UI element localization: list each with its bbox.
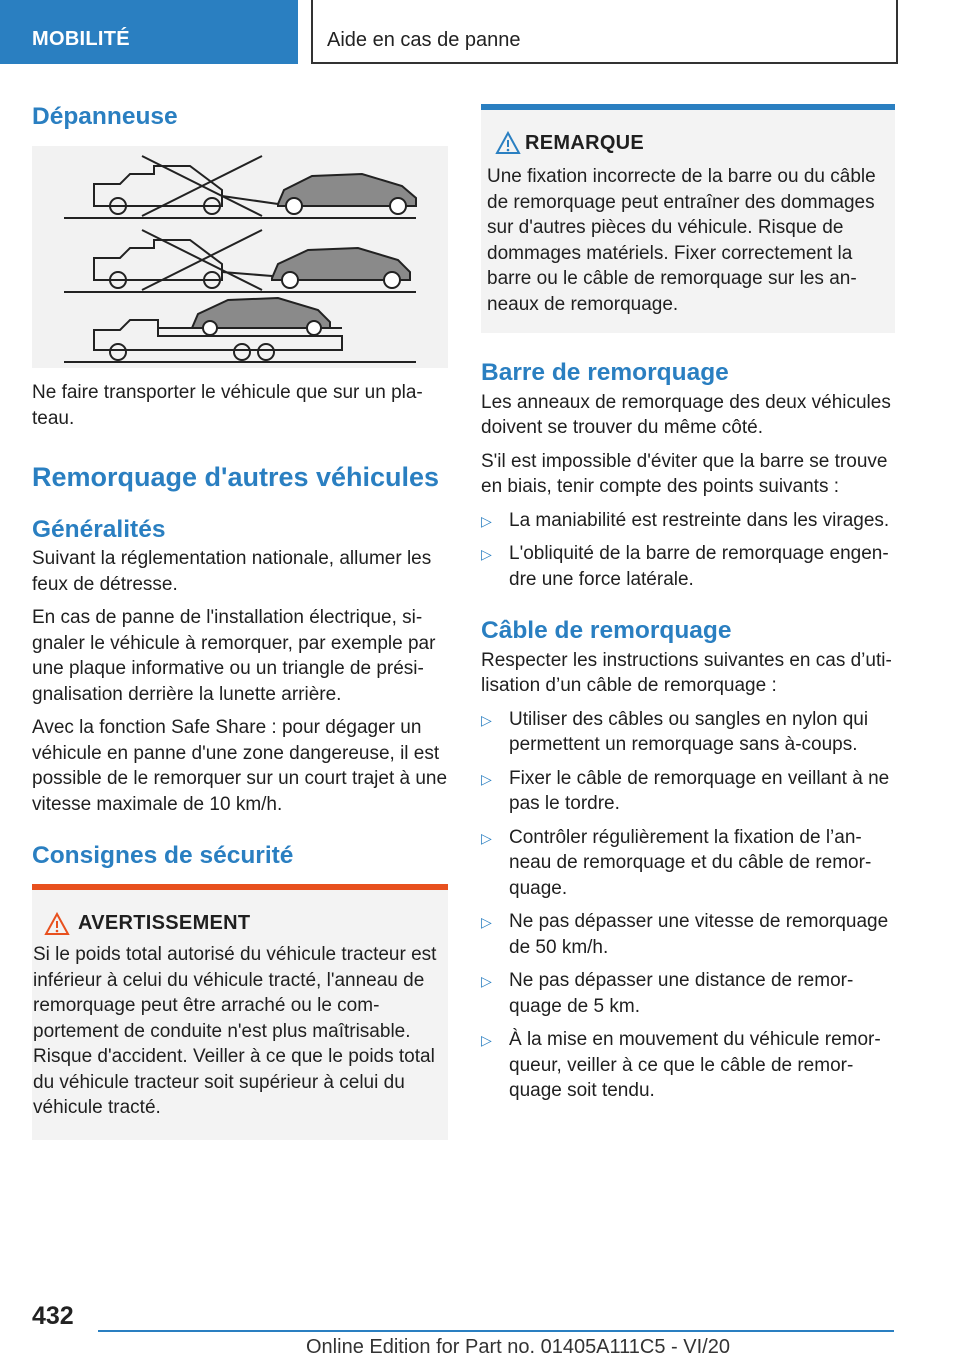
right-column-text bbox=[481, 360, 895, 1112]
list-item bbox=[481, 1027, 895, 1104]
consignes-heading: Consignes de sécurité bbox=[32, 842, 294, 869]
footer-rule bbox=[98, 1330, 894, 1332]
list-item-text: L'obliquité de la barre de remorquage engen-dre une force latérale. bbox=[509, 543, 889, 590]
list-item bbox=[481, 508, 895, 534]
note-bar bbox=[481, 104, 895, 110]
edition-footer: Online Edition for Part no. 01405A111C5 - VI/20 bbox=[306, 1336, 730, 1358]
note-text: Une fixation incorrecte de la barre ou du câble de remorquage peut entraîner des dommages sur d'autres pièces du véhicule. Risque de dommages matériels. Fixer correctement la barre ou le câble de remorquage sur les an-neaux de remorquage. bbox=[487, 166, 876, 315]
note-title: REMARQUE bbox=[525, 132, 645, 154]
list-item-text: Ne pas dépasser une distance de remor-quage de 5 km. bbox=[509, 970, 854, 1017]
bullet-triangle-icon: ▷ bbox=[481, 770, 492, 787]
header-chapter-label: Aide en cas de panne bbox=[327, 29, 521, 51]
bullet-triangle-icon: ▷ bbox=[481, 973, 492, 989]
list-item bbox=[481, 909, 895, 960]
cable-heading: Câble de remorquage bbox=[481, 617, 732, 644]
list-item bbox=[481, 541, 895, 592]
barre-paragraph-2: S'il est impossible d'éviter que la barre se trouve en biais, tenir compte des points suivants : bbox=[481, 450, 888, 497]
warning-title: AVERTISSEMENT bbox=[78, 912, 251, 934]
list-item bbox=[481, 825, 895, 902]
list-item-text: Contrôler régulièrement la fixation de l’an-neau de remorquage et du câble de remor-quage. bbox=[509, 826, 872, 899]
bullet-triangle-icon: ▷ bbox=[481, 914, 492, 930]
left-heading-block bbox=[32, 104, 448, 130]
list-item-text: La maniabilité est restreinte dans les virages. bbox=[509, 509, 890, 531]
tow-truck-illustration bbox=[32, 146, 448, 368]
warning-bar bbox=[32, 884, 448, 890]
generalites-paragraph-3: Avec la fonction Safe Share : pour dégager un véhicule en panne d'une zone dangereuse, il est possible de le remorquer sur un court trajet à une vitesse maximale de 10 km/h. bbox=[32, 717, 448, 815]
depanneuse-heading: Dépanneuse bbox=[32, 103, 178, 130]
header-section-label: MOBILITÉ bbox=[32, 28, 130, 50]
bullet-triangle-icon: ▷ bbox=[481, 711, 492, 728]
cable-paragraph-1: Respecter les instructions suivantes en cas d’uti-lisation d’un câble de remorquage : bbox=[481, 649, 892, 696]
generalites-paragraph-2: En cas de panne de l'installation électrique, si-gnaler le véhicule à remorquer, par exemple par une plaque informative ou un triangle de prési-gnalisation derrière la lunette arrière. bbox=[32, 607, 436, 705]
warning-box bbox=[32, 884, 448, 1140]
barre-paragraph-1: Les anneaux de remorquage des deux véhicules doivent se trouver du même côté. bbox=[481, 391, 891, 438]
list-item-text: Ne pas dépasser une vitesse de remorquage de 50 km/h. bbox=[509, 911, 889, 958]
list-item bbox=[481, 707, 895, 758]
barre-list bbox=[481, 508, 895, 593]
generalites-paragraph-1: Suivant la réglementation nationale, allumer les feux de détresse. bbox=[32, 548, 432, 595]
barre-heading: Barre de remorquage bbox=[481, 359, 729, 386]
figure-caption: Ne faire transporter le véhicule que sur un pla-teau. bbox=[32, 382, 423, 429]
warning-text: Si le poids total autorisé du véhicule tracteur est inférieur à celui du véhicule tracté, l'anneau de remorquage peut être arraché ou le com-portement de conduite n'est plus maîtrisable. Risque d'accident. Veiller à ce que le poids total du véhicule tracteur soit supérieur à celui du véhicule tracté. bbox=[33, 944, 437, 1118]
note-triangle-icon bbox=[495, 131, 521, 155]
generalites-heading: Généralités bbox=[32, 515, 166, 543]
remorquage-heading: Remorquage d'autres véhicules bbox=[32, 462, 440, 492]
tow-truck-drawing bbox=[32, 146, 448, 368]
bullet-triangle-icon: ▷ bbox=[481, 546, 492, 562]
list-item-text: Utiliser des câbles ou sangles en nylon qui permettent un remorquage sans à-coups. bbox=[509, 708, 869, 755]
bullet-triangle-icon: ▷ bbox=[481, 512, 492, 529]
bullet-triangle-icon: ▷ bbox=[481, 1032, 492, 1048]
bullet-triangle-icon: ▷ bbox=[481, 829, 492, 846]
cable-list bbox=[481, 707, 895, 1104]
page-number: 432 bbox=[32, 1302, 74, 1330]
list-item bbox=[481, 766, 895, 817]
header-chapter-box bbox=[311, 0, 898, 64]
note-box bbox=[481, 104, 895, 333]
list-item bbox=[481, 968, 895, 1019]
list-item-text: Fixer le câble de remorquage en veillant à ne pas le tordre. bbox=[509, 767, 890, 814]
left-column-text bbox=[32, 380, 450, 869]
list-item-text: À la mise en mouvement du véhicule remor-queur, veiller à ce que le câble de remor-quage soit tendu. bbox=[509, 1029, 881, 1101]
warning-triangle-icon bbox=[44, 912, 70, 936]
header-section-tab bbox=[0, 0, 298, 64]
